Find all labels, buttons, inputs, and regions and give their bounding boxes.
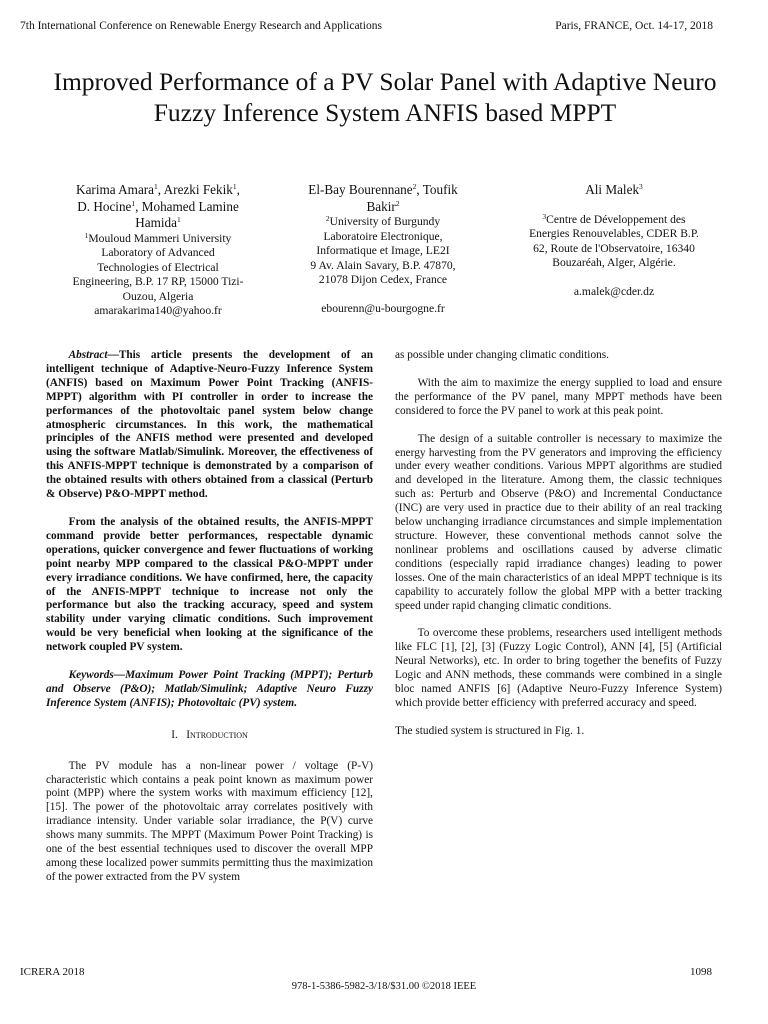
author-email: ebourenn@u-bourgogne.fr bbox=[321, 301, 445, 315]
author-names: El-Bay Bourennane$^2$, Toufik Bakir$^2$ bbox=[308, 182, 458, 214]
running-header-conference: 7th International Conference on Renewable Energy Research and Applications bbox=[20, 20, 382, 32]
intro-paragraph: The PV module has a non-linear power / voltage (P-V) characteristic which contains a peak point known as maximum power point (MPP) where the system works with maximum efficiency [12],[15]. The power of the photovoltaic array correlates positively with irradiance intensity. Under variable solar irradiance, the P(V) curve shows many summits. The MPPT (Maximum Power Point Tracking) is one of the best essential techniques used to discover the overall MPP among these localized power summits permitting thus the maximization of the power extracted from the PV system bbox=[46, 759, 373, 883]
continued-paragraph: as possible under changing climatic conditions. bbox=[395, 349, 609, 361]
author-affiliation: $^1$Mouloud Mammeri University Laboratory of Advanced Technologies of Electrical Engineering, B.P. 17 RP, 15000 Tizi- Ouzou, Algeria bbox=[72, 230, 244, 303]
body-paragraph: The studied system is structured in Fig. 1. bbox=[395, 724, 585, 737]
author-email: amarakarima140@yahoo.fr bbox=[94, 304, 222, 317]
author-block-3 bbox=[496, 182, 732, 299]
author-email: a.malek@cder.dz bbox=[573, 284, 655, 298]
abstract-paragraph-2: From the analysis of the obtained results, the ANFIS-MPPT command provide better performances, respectable dynamic operations, quicker convergence and fewer fluctuations of working point nearby MPP compared to the classical P&O-MPPT under every irradiance conditions. We have confirmed, here, the capacity of the ANFIS-MPPT technique to increase not only the performance but also the tracking accuracy, speed and system stability under varying climatic conditions. Such improvement would be very beneficial when looking at the significance of the network coupled PV system. bbox=[46, 515, 373, 654]
paper-title: Improved Performance of a PV Solar Panel with Adaptive Neuro Fuzzy Inference System ANFIS based MPPT bbox=[53, 67, 717, 127]
footer-isbn: 978-1-5386-5982-3/18/$31.00 ©2018 IEEE bbox=[291, 981, 477, 992]
body-paragraph: With the aim to maximize the energy supplied to load and ensure the performance of the PV panel, many MPPT methods have been considered to force the PV panel to work at this peak point. bbox=[395, 376, 722, 417]
footer-conference: ICRERA 2018 bbox=[20, 966, 85, 978]
body-paragraph: To overcome these problems, researchers used intelligent methods like FLC [1], [2], [3] (Fuzzy Logic Control), ANN [4], [5] (Artificial Neural Networks), etc. In order to bring together the benefits of Fuzzy Logic and ANN methods, these commands were combined in a single bloc named ANFIS [6] (Adaptive Neuro-Fuzzy Inference System) which provide better efficiency with preferred accuracy and speed. bbox=[395, 627, 722, 709]
author-affiliation: $^3$Centre de Développement des Energies Renouvelables, CDER B.P. 62, Route de l'Observatoire, 16340 Bouzaréah, Alger, Algérie. bbox=[529, 211, 699, 269]
author-block-2 bbox=[278, 182, 488, 316]
abstract-paragraph: Abstract—This article presents the development of an intelligent technique of Adaptive-Neuro-Fuzzy Inference System (ANFIS) based on Maximum Power Point Tracking (ANFIS-MPPT) algorithm with PI controller in order to increase the performances of the photovoltaic panel system below change atmospheric circumstances. In this work, the mathematical principles of the ANFIS method were presented and developed using the software Matlab/Simulink. Moreover, the effectiveness of this ANFIS-MPPT technique is demonstrated by a comparison of the obtained results with others obtained from a classical (Perturb & Observe) P&O-MPPT method. bbox=[46, 349, 373, 501]
left-column bbox=[46, 349, 373, 899]
author-affiliation: $^2$University of Burgundy Laboratoire Electronique, Informatique et Image, LE2I 9 Av. Alain Savary, B.P. 47870, 21078 Dijon Cedex, France bbox=[310, 214, 456, 286]
abstract-label: Abstract bbox=[68, 349, 108, 361]
keywords: Keywords—Maximum Power Point Tracking (MPPT); Perturb and Observe (P&O); Matlab/Simulink; Adaptive Neuro Fuzzy Inference System (ANFIS); Photovoltaic (PV) system. bbox=[46, 669, 373, 709]
right-column bbox=[395, 349, 722, 753]
body-paragraph: The design of a suitable controller is necessary to maximize the energy harvesting from the PV generators and improving the efficiency under every weather conditions. Various MPPT algorithms are studied and developed in the literature. Among them, the classic techniques such as: Perturb and Observe (P&O) and Incremental Conductance (INC) are very used in practice due to their ability of an real tracking below unchanging irradiance circumstances and simple implementation structure. However, these conventional methods cannot solve the nonlinear problems and oscillations caused by adverse climatic conditions (especially rapid irradiance changes) leading to power losses. One of the main characteristics of an ideal MPPT technique is its capability to accurately follow the global MPP with a better tracking speed under rapid changing climatic conditions. bbox=[395, 432, 722, 612]
page-number: 1098 bbox=[690, 966, 712, 978]
author-block-1 bbox=[38, 182, 278, 319]
author-names: Karima Amara$^1$, Arezki Fekik$^1$, D. Hocine$^1$, Mohamed Lamine Hamida$^1$ bbox=[76, 182, 240, 230]
running-header-location-date: Paris, FRANCE, Oct. 14-17, 2018 bbox=[555, 20, 713, 32]
author-names: Ali Malek$^3$ bbox=[585, 182, 643, 197]
section-heading-introduction: I. Introduction bbox=[171, 728, 248, 741]
